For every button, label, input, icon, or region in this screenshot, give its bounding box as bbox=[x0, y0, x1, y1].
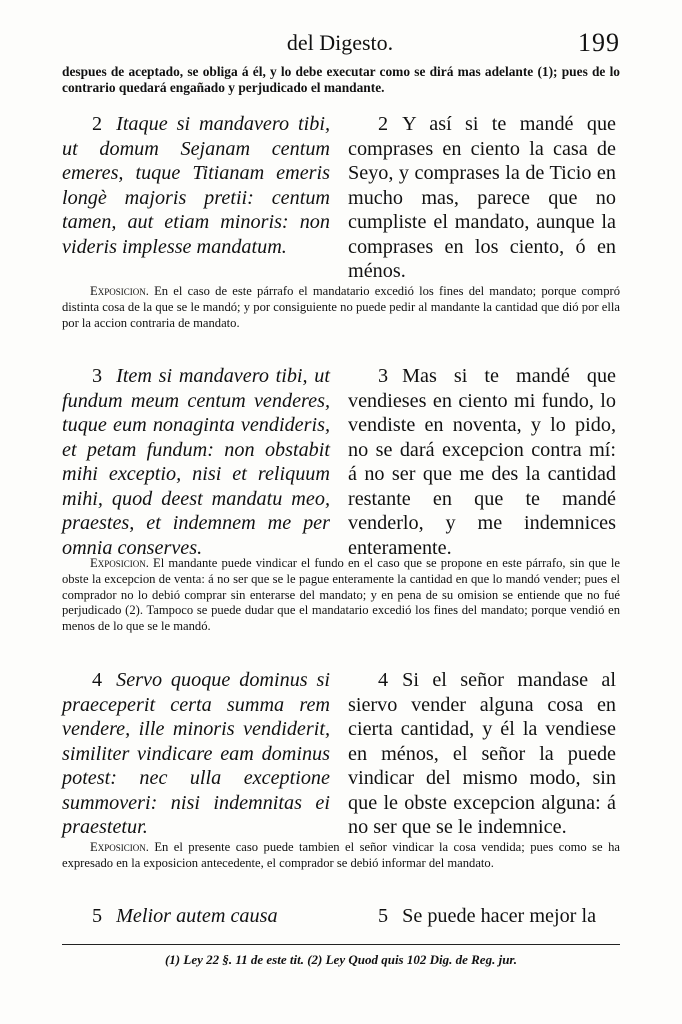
spanish-column bbox=[348, 904, 616, 929]
exposicion-text: En el caso de este párrafo el mandatario excedió los fines del mandato; porque compró distinta cosa de la que se le mandó; y por consiguiente no puede pedir al mandante la cantidad que dió por ella por la accion contraria de mandato. bbox=[62, 284, 620, 330]
latin-text: Item si mandavero tibi, ut fundum meum centum venderes, tuque eum nonaginta vendideris, et petam fundum: non obstabit mihi exceptio, nisi et reliquum mihi, quod deest mandatu meo, praestes, et indemnem me per omnia conserves. bbox=[62, 365, 330, 559]
paragraph-2 bbox=[62, 112, 620, 282]
spanish-text: Se puede hacer mejor la bbox=[402, 905, 597, 927]
paragraph-5 bbox=[62, 904, 620, 934]
latin-column bbox=[62, 364, 330, 560]
paragraph-number: 2 bbox=[92, 113, 103, 135]
spanish-text: Y así si te mandé que comprases en ciento la casa de Seyo, y comprases la de Ticio en mucho mas, parece que no cumpliste el mandato, aunque la comprases en los ciento, ó en ménos. bbox=[348, 113, 616, 282]
paragraph-number: 5 bbox=[92, 905, 103, 927]
paragraph-number: 4 bbox=[92, 669, 103, 691]
intro-text: despues de aceptado, se obliga á él, y lo debe executar como se dirá mas adelante (1); pues de lo contrario quedará engañado y perjudicado el mandante. bbox=[62, 64, 620, 95]
paragraph-number: 4 bbox=[378, 669, 389, 691]
intro-paragraph bbox=[62, 64, 620, 96]
paragraph-4 bbox=[62, 668, 620, 838]
spanish-text: Mas si te mandé que vendieses en ciento mi fundo, lo vendiste en noventa, y lo pido, no se dará excepcion contra mí: á no ser que me des la cantidad restante en que te mandé venderlo, y me indemnices enteramente. bbox=[348, 365, 616, 559]
spanish-text: Si el señor mandase al siervo vender alguna cosa en cierta cantidad, y él la vendiese en ménos, el señor la puede vindicar del mismo modo, sin que le obste excepcion alguna: á no ser que se le indemnice. bbox=[348, 669, 616, 838]
latin-column bbox=[62, 112, 330, 259]
exposicion-label: Exposicion. bbox=[90, 840, 149, 854]
page-number: 199 bbox=[578, 28, 620, 57]
paragraph-number: 3 bbox=[378, 365, 389, 387]
latin-column bbox=[62, 668, 330, 840]
paragraph-number: 2 bbox=[378, 113, 389, 135]
exposicion-2 bbox=[62, 284, 620, 331]
footnote-rule bbox=[62, 944, 620, 945]
latin-text: Itaque si mandavero tibi, ut domum Sejanam centum emeres, tuque Titianam emeris longè majoris pretii: centum tamen, aut etiam minoris: non videris implesse mandatum. bbox=[62, 113, 330, 258]
page-header bbox=[60, 30, 620, 60]
exposicion-text: En el presente caso puede tambien el señor vindicar la cosa vendida; pues como se ha expresado en la exposicion antecedente, el comprador se debió informar del mandato. bbox=[62, 840, 620, 870]
latin-column bbox=[62, 904, 330, 929]
paragraph-3 bbox=[62, 364, 620, 559]
exposicion-4 bbox=[62, 840, 620, 872]
spanish-column bbox=[348, 364, 616, 560]
footnotes: (1) Ley 22 §. 11 de este tit. (2) Ley Quod quis 102 Dig. de Reg. jur. bbox=[164, 952, 518, 967]
exposicion-label: Exposicion. bbox=[90, 556, 149, 570]
exposicion-text: El mandante puede vindicar el fundo en el caso que se propone en este párrafo, sin que le obste la excepcion de venta: á no ser que se le pague enteramente la cantidad en que lo mandó vender; pues el comprador no lo debió comprar sin enterarse del mandato; y en pena de su omision se entiende que no fué perjudicado (2). Tampoco se puede dudar que el mandatario excedió los fines del mandato; porque vendió en menos de lo que se le mandó. bbox=[62, 556, 620, 634]
spanish-column bbox=[348, 668, 616, 840]
latin-text: Melior autem causa bbox=[116, 905, 278, 927]
latin-text: Servo quoque dominus si praeceperit certa summa rem vendere, ille minoris vendiderit, similiter vindicare eam dominus potest: nec ulla exceptione summoveri: nisi indemnitas ei praestetur. bbox=[62, 669, 330, 838]
paragraph-number: 3 bbox=[92, 365, 103, 387]
exposicion-3 bbox=[62, 556, 620, 635]
spanish-column bbox=[348, 112, 616, 284]
paragraph-number: 5 bbox=[378, 905, 389, 927]
exposicion-label: Exposicion. bbox=[90, 284, 149, 298]
running-title: del Digesto. bbox=[286, 30, 394, 55]
